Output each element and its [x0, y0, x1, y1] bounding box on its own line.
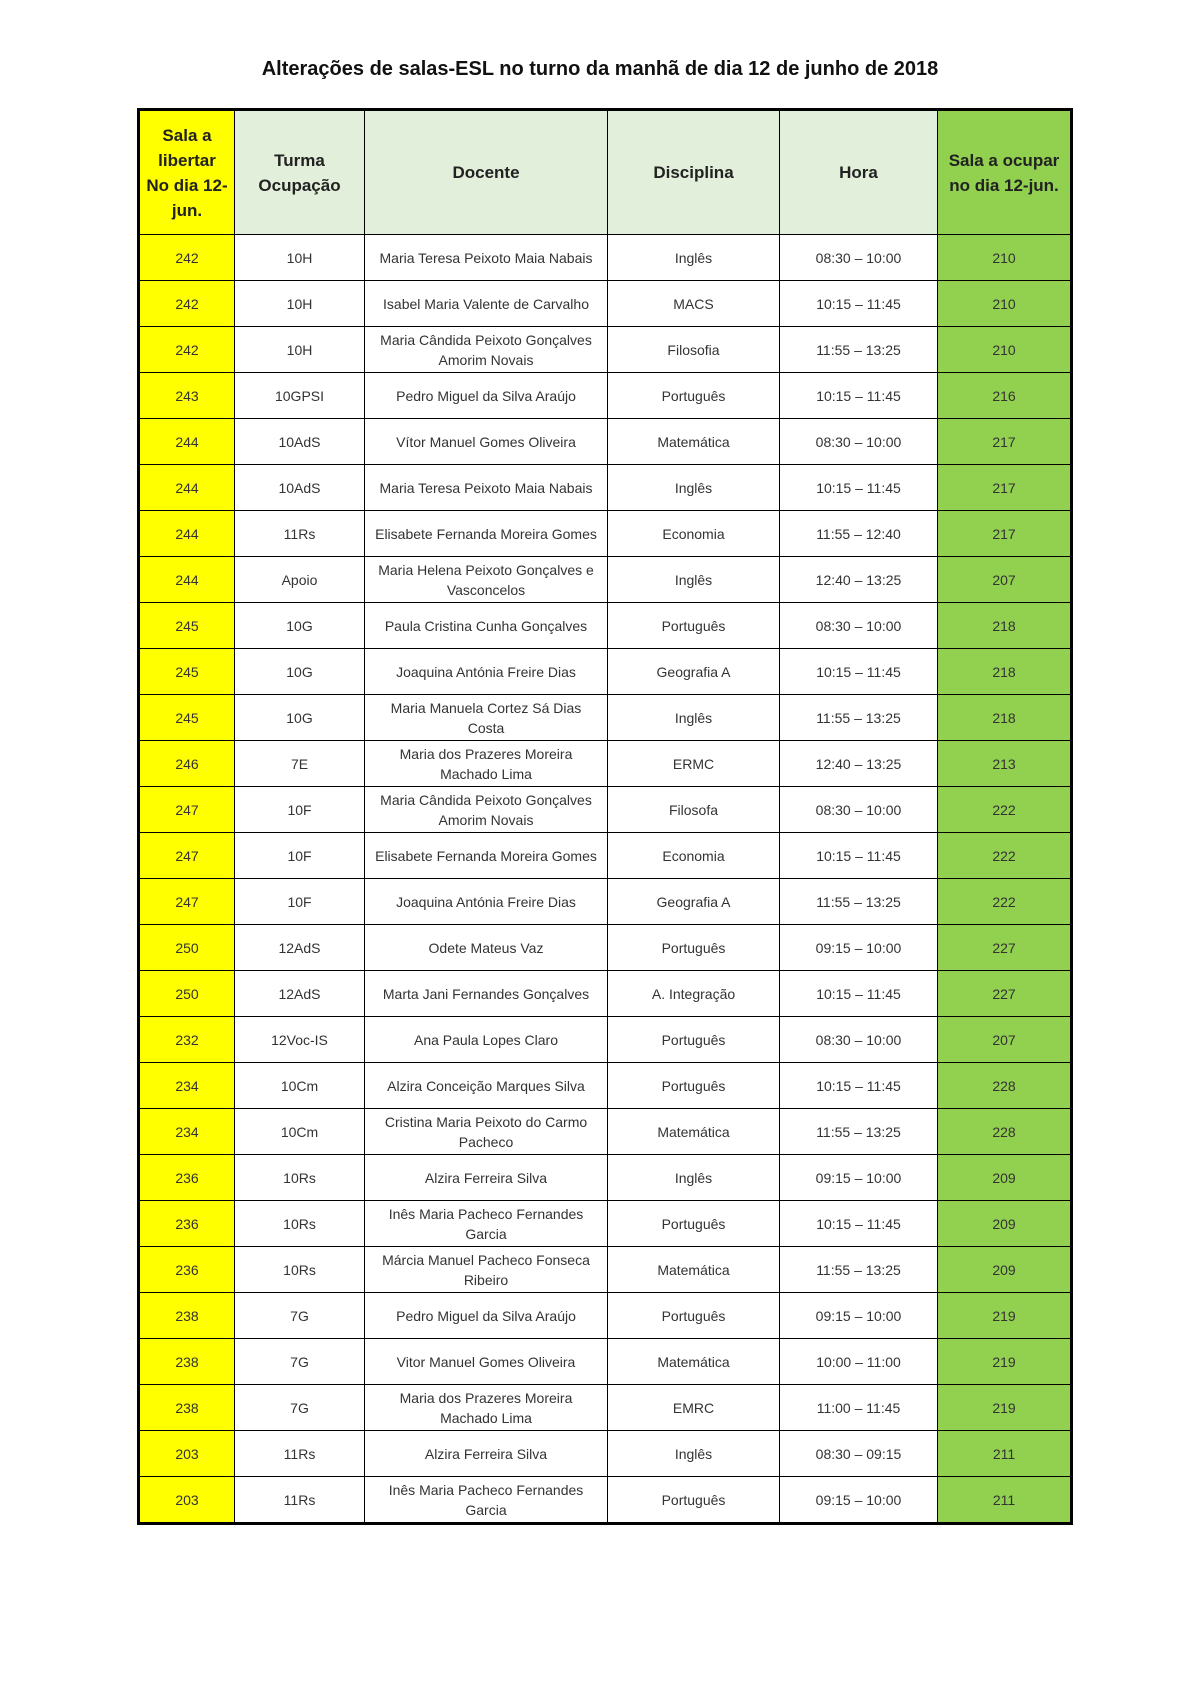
cell-hora: 10:15 – 11:45	[780, 971, 938, 1017]
cell-docente: Maria dos Prazeres Moreira Machado Lima	[365, 741, 608, 787]
cell-docente: Maria Helena Peixoto Gonçalves e Vasconcelos	[365, 557, 608, 603]
cell-hora: 11:55 – 13:25	[780, 327, 938, 373]
cell-turma: 10H	[235, 281, 365, 327]
cell-turma: 10Cm	[235, 1063, 365, 1109]
cell-disciplina: Português	[608, 1201, 780, 1247]
table-row	[139, 465, 1072, 511]
cell-docente: Isabel Maria Valente de Carvalho	[365, 281, 608, 327]
table-row	[139, 1477, 1072, 1524]
cell-sala-libertar: 244	[139, 419, 235, 465]
cell-docente: Marta Jani Fernandes Gonçalves	[365, 971, 608, 1017]
cell-sala-libertar: 242	[139, 235, 235, 281]
header-sala-ocupar: Sala a ocupar no dia 12-jun.	[938, 110, 1072, 235]
cell-turma: 11Rs	[235, 511, 365, 557]
cell-sala-ocupar: 209	[938, 1201, 1072, 1247]
cell-sala-libertar: 245	[139, 603, 235, 649]
cell-disciplina: Português	[608, 1477, 780, 1524]
cell-hora: 10:15 – 11:45	[780, 281, 938, 327]
cell-docente: Ana Paula Lopes Claro	[365, 1017, 608, 1063]
cell-sala-ocupar: 222	[938, 879, 1072, 925]
table-row	[139, 1063, 1072, 1109]
cell-turma: 10H	[235, 235, 365, 281]
cell-hora: 08:30 – 10:00	[780, 235, 938, 281]
cell-turma: 7G	[235, 1339, 365, 1385]
cell-sala-ocupar: 219	[938, 1385, 1072, 1431]
cell-disciplina: Filosofa	[608, 787, 780, 833]
cell-sala-libertar: 250	[139, 925, 235, 971]
cell-turma: 10AdS	[235, 465, 365, 511]
cell-sala-ocupar: 210	[938, 327, 1072, 373]
cell-hora: 08:30 – 09:15	[780, 1431, 938, 1477]
cell-disciplina: A. Integração	[608, 971, 780, 1017]
cell-turma: Apoio	[235, 557, 365, 603]
cell-hora: 08:30 – 10:00	[780, 1017, 938, 1063]
cell-turma: 7E	[235, 741, 365, 787]
cell-sala-ocupar: 218	[938, 695, 1072, 741]
room-changes-table	[137, 108, 1073, 1525]
table-row	[139, 1339, 1072, 1385]
cell-turma: 10G	[235, 649, 365, 695]
cell-disciplina: Inglês	[608, 1431, 780, 1477]
cell-docente: Alzira Conceição Marques Silva	[365, 1063, 608, 1109]
cell-hora: 12:40 – 13:25	[780, 557, 938, 603]
cell-sala-libertar: 203	[139, 1477, 235, 1524]
cell-docente: Pedro Miguel da Silva Araújo	[365, 373, 608, 419]
cell-disciplina: Português	[608, 373, 780, 419]
cell-docente: Vitor Manuel Gomes Oliveira	[365, 1339, 608, 1385]
cell-sala-ocupar: 217	[938, 419, 1072, 465]
cell-disciplina: Geografia A	[608, 879, 780, 925]
cell-turma: 10G	[235, 695, 365, 741]
cell-docente: Maria Teresa Peixoto Maia Nabais	[365, 235, 608, 281]
cell-turma: 10G	[235, 603, 365, 649]
cell-disciplina: Filosofia	[608, 327, 780, 373]
cell-sala-ocupar: 207	[938, 557, 1072, 603]
cell-disciplina: Economia	[608, 833, 780, 879]
cell-sala-ocupar: 228	[938, 1109, 1072, 1155]
cell-hora: 12:40 – 13:25	[780, 741, 938, 787]
cell-docente: Alzira Ferreira Silva	[365, 1155, 608, 1201]
cell-sala-ocupar: 222	[938, 787, 1072, 833]
cell-sala-ocupar: 217	[938, 465, 1072, 511]
cell-sala-ocupar: 210	[938, 281, 1072, 327]
cell-sala-ocupar: 213	[938, 741, 1072, 787]
cell-docente: Odete Mateus Vaz	[365, 925, 608, 971]
cell-disciplina: Inglês	[608, 465, 780, 511]
table-row	[139, 787, 1072, 833]
table-row	[139, 1385, 1072, 1431]
cell-hora: 08:30 – 10:00	[780, 603, 938, 649]
table-row	[139, 1155, 1072, 1201]
cell-docente: Inês Maria Pacheco Fernandes Garcia	[365, 1201, 608, 1247]
cell-turma: 10Cm	[235, 1109, 365, 1155]
cell-docente: Márcia Manuel Pacheco Fonseca Ribeiro	[365, 1247, 608, 1293]
table-row	[139, 419, 1072, 465]
table-row	[139, 879, 1072, 925]
cell-turma: 10F	[235, 787, 365, 833]
cell-disciplina: Inglês	[608, 695, 780, 741]
cell-docente: Paula Cristina Cunha Gonçalves	[365, 603, 608, 649]
cell-turma: 10F	[235, 833, 365, 879]
cell-sala-ocupar: 216	[938, 373, 1072, 419]
cell-docente: Alzira Ferreira Silva	[365, 1431, 608, 1477]
cell-hora: 09:15 – 10:00	[780, 1155, 938, 1201]
cell-sala-libertar: 245	[139, 695, 235, 741]
cell-disciplina: Português	[608, 925, 780, 971]
cell-sala-libertar: 238	[139, 1385, 235, 1431]
cell-hora: 10:15 – 11:45	[780, 1201, 938, 1247]
table-row	[139, 925, 1072, 971]
cell-disciplina: Português	[608, 1063, 780, 1109]
cell-docente: Elisabete Fernanda Moreira Gomes	[365, 833, 608, 879]
cell-disciplina: Matemática	[608, 1109, 780, 1155]
cell-hora: 10:15 – 11:45	[780, 465, 938, 511]
table-row	[139, 603, 1072, 649]
table-row	[139, 1017, 1072, 1063]
cell-hora: 11:55 – 13:25	[780, 1247, 938, 1293]
cell-sala-libertar: 244	[139, 465, 235, 511]
cell-disciplina: Português	[608, 603, 780, 649]
cell-hora: 11:55 – 12:40	[780, 511, 938, 557]
cell-sala-libertar: 234	[139, 1109, 235, 1155]
cell-disciplina: Matemática	[608, 1247, 780, 1293]
cell-sala-libertar: 247	[139, 787, 235, 833]
cell-sala-libertar: 250	[139, 971, 235, 1017]
cell-turma: 10Rs	[235, 1155, 365, 1201]
cell-sala-libertar: 236	[139, 1155, 235, 1201]
cell-sala-libertar: 236	[139, 1247, 235, 1293]
cell-sala-ocupar: 209	[938, 1155, 1072, 1201]
cell-disciplina: Matemática	[608, 419, 780, 465]
cell-sala-ocupar: 218	[938, 649, 1072, 695]
table-row	[139, 1431, 1072, 1477]
table-row	[139, 557, 1072, 603]
cell-turma: 11Rs	[235, 1431, 365, 1477]
cell-sala-libertar: 246	[139, 741, 235, 787]
cell-sala-ocupar: 219	[938, 1293, 1072, 1339]
cell-sala-libertar: 242	[139, 281, 235, 327]
header-sala-libertar: Sala a libertar No dia 12-jun.	[139, 110, 235, 235]
cell-disciplina: Inglês	[608, 557, 780, 603]
cell-disciplina: Português	[608, 1293, 780, 1339]
header-docente: Docente	[365, 110, 608, 235]
cell-docente: Maria Cândida Peixoto Gonçalves Amorim Novais	[365, 327, 608, 373]
table-row	[139, 971, 1072, 1017]
cell-docente: Elisabete Fernanda Moreira Gomes	[365, 511, 608, 557]
header-hora: Hora	[780, 110, 938, 235]
table-row	[139, 1201, 1072, 1247]
cell-sala-ocupar: 219	[938, 1339, 1072, 1385]
cell-sala-libertar: 238	[139, 1339, 235, 1385]
cell-docente: Joaquina Antónia Freire Dias	[365, 879, 608, 925]
cell-hora: 10:15 – 11:45	[780, 833, 938, 879]
table-body	[139, 235, 1072, 1524]
table-header	[139, 110, 1072, 235]
table-row	[139, 741, 1072, 787]
cell-sala-ocupar: 222	[938, 833, 1072, 879]
cell-disciplina: Inglês	[608, 1155, 780, 1201]
cell-docente: Maria Manuela Cortez Sá Dias Costa	[365, 695, 608, 741]
table-row	[139, 695, 1072, 741]
cell-turma: 10AdS	[235, 419, 365, 465]
table-row	[139, 1109, 1072, 1155]
cell-disciplina: EMRC	[608, 1385, 780, 1431]
cell-sala-libertar: 243	[139, 373, 235, 419]
cell-docente: Maria Cândida Peixoto Gonçalves Amorim Novais	[365, 787, 608, 833]
cell-docente: Inês Maria Pacheco Fernandes Garcia	[365, 1477, 608, 1524]
cell-docente: Maria Teresa Peixoto Maia Nabais	[365, 465, 608, 511]
table-row	[139, 1293, 1072, 1339]
cell-sala-ocupar: 228	[938, 1063, 1072, 1109]
header-row	[139, 110, 1072, 235]
cell-sala-libertar: 244	[139, 557, 235, 603]
cell-hora: 11:55 – 13:25	[780, 879, 938, 925]
cell-turma: 10F	[235, 879, 365, 925]
cell-turma: 12Voc-IS	[235, 1017, 365, 1063]
cell-sala-libertar: 247	[139, 833, 235, 879]
cell-hora: 09:15 – 10:00	[780, 925, 938, 971]
cell-turma: 10GPSI	[235, 373, 365, 419]
cell-disciplina: Geografia A	[608, 649, 780, 695]
cell-sala-libertar: 242	[139, 327, 235, 373]
cell-sala-libertar: 232	[139, 1017, 235, 1063]
cell-docente: Joaquina Antónia Freire Dias	[365, 649, 608, 695]
cell-sala-ocupar: 211	[938, 1431, 1072, 1477]
cell-disciplina: ERMC	[608, 741, 780, 787]
cell-sala-libertar: 236	[139, 1201, 235, 1247]
cell-docente: Pedro Miguel da Silva Araújo	[365, 1293, 608, 1339]
cell-turma: 7G	[235, 1385, 365, 1431]
cell-turma: 7G	[235, 1293, 365, 1339]
cell-hora: 09:15 – 10:00	[780, 1477, 938, 1524]
cell-hora: 11:00 – 11:45	[780, 1385, 938, 1431]
cell-sala-libertar: 247	[139, 879, 235, 925]
table-row	[139, 373, 1072, 419]
cell-sala-ocupar: 207	[938, 1017, 1072, 1063]
cell-hora: 10:00 – 11:00	[780, 1339, 938, 1385]
cell-disciplina: Matemática	[608, 1339, 780, 1385]
table-row	[139, 649, 1072, 695]
cell-hora: 10:15 – 11:45	[780, 1063, 938, 1109]
cell-turma: 12AdS	[235, 971, 365, 1017]
cell-sala-ocupar: 218	[938, 603, 1072, 649]
cell-sala-libertar: 234	[139, 1063, 235, 1109]
table-row	[139, 833, 1072, 879]
cell-turma: 10Rs	[235, 1201, 365, 1247]
cell-turma: 10H	[235, 327, 365, 373]
cell-turma: 12AdS	[235, 925, 365, 971]
header-disciplina: Disciplina	[608, 110, 780, 235]
cell-hora: 10:15 – 11:45	[780, 373, 938, 419]
cell-docente: Vítor Manuel Gomes Oliveira	[365, 419, 608, 465]
cell-disciplina: Economia	[608, 511, 780, 557]
page-title: Alterações de salas-ESL no turno da manhã de dia 12 de junho de 2018	[261, 58, 939, 80]
header-turma: Turma Ocupação	[235, 110, 365, 235]
cell-sala-libertar: 245	[139, 649, 235, 695]
cell-hora: 09:15 – 10:00	[780, 1293, 938, 1339]
cell-turma: 10Rs	[235, 1247, 365, 1293]
cell-sala-ocupar: 210	[938, 235, 1072, 281]
cell-disciplina: Inglês	[608, 235, 780, 281]
cell-disciplina: MACS	[608, 281, 780, 327]
cell-sala-ocupar: 227	[938, 925, 1072, 971]
cell-sala-libertar: 238	[139, 1293, 235, 1339]
cell-sala-ocupar: 211	[938, 1477, 1072, 1524]
table-row	[139, 1247, 1072, 1293]
cell-sala-ocupar: 209	[938, 1247, 1072, 1293]
cell-hora: 08:30 – 10:00	[780, 787, 938, 833]
cell-sala-ocupar: 217	[938, 511, 1072, 557]
cell-sala-libertar: 244	[139, 511, 235, 557]
table-row	[139, 235, 1072, 281]
cell-hora: 11:55 – 13:25	[780, 1109, 938, 1155]
table-row	[139, 281, 1072, 327]
table-row	[139, 511, 1072, 557]
cell-hora: 10:15 – 11:45	[780, 649, 938, 695]
table-row	[139, 327, 1072, 373]
cell-hora: 08:30 – 10:00	[780, 419, 938, 465]
cell-docente: Cristina Maria Peixoto do Carmo Pacheco	[365, 1109, 608, 1155]
cell-turma: 11Rs	[235, 1477, 365, 1524]
cell-sala-ocupar: 227	[938, 971, 1072, 1017]
cell-disciplina: Português	[608, 1017, 780, 1063]
cell-hora: 11:55 – 13:25	[780, 695, 938, 741]
cell-docente: Maria dos Prazeres Moreira Machado Lima	[365, 1385, 608, 1431]
cell-sala-libertar: 203	[139, 1431, 235, 1477]
